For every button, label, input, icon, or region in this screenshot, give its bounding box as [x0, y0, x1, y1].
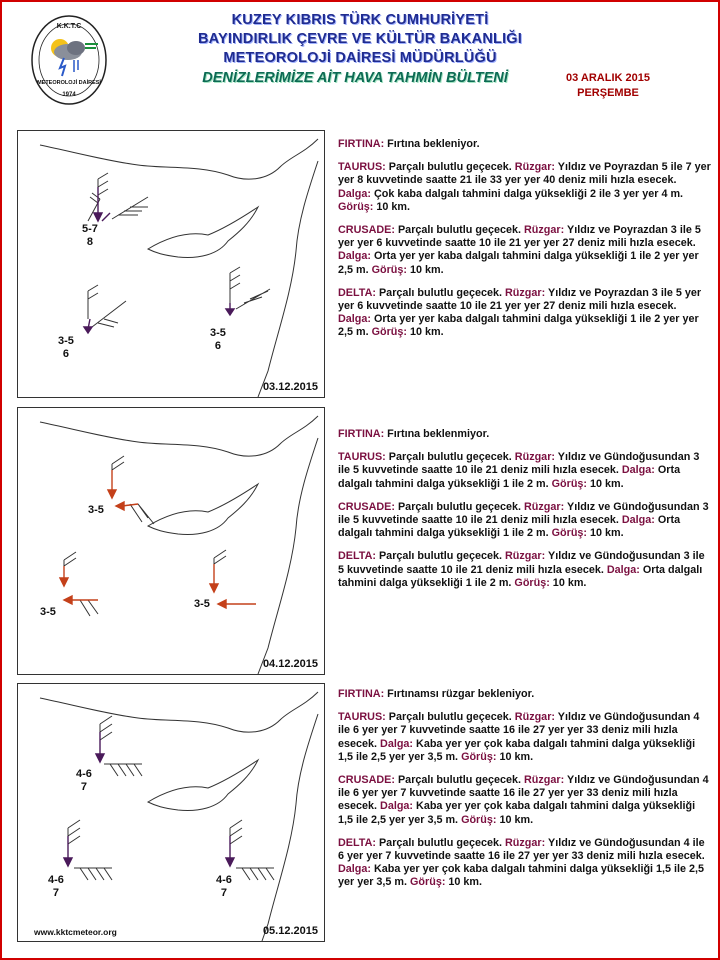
cloud-text: Parçalı bulutlu geçecek. — [385, 451, 515, 464]
wave-label: Dalga: — [338, 187, 371, 200]
wind-text: Yıldız ve Poyrazdan 3 ile 5 yer yer 6 kuvvetinde saatte 10 ile 21 yer yer 27 deniz mili hızla esecek. — [338, 224, 701, 250]
wind-label-delta: 4-6 7 — [216, 874, 232, 899]
storm-label: FIRTINA: — [338, 428, 385, 440]
visibility-text: 10 km. — [587, 527, 624, 540]
wind-text: Yıldız ve Gündoğusundan 4 ile 6 yer yer 7 kuvvetinde saatte 16 ile 27 yer yer 33 deniz mili hızla esecek. — [338, 711, 700, 750]
cloud-text: Parçalı bulutlu geçecek. — [394, 224, 524, 237]
wave-text: Çok kaba dalgalı tahmini dalga yüksekliği 2 ile 3 yer yer 4 m. — [371, 187, 684, 200]
bulletin-weekday: PERŞEMBE — [577, 87, 639, 99]
wind-label: Rüzgar: — [505, 836, 546, 849]
forecast-map-day-3 — [17, 683, 325, 942]
map-date: 03.12.2015 — [262, 381, 318, 393]
region-name: CRUSADE: — [338, 500, 395, 513]
wind-label: Rüzgar: — [514, 711, 555, 724]
visibility-text: 10 km. — [587, 477, 624, 490]
wind-label: Rüzgar: — [524, 774, 565, 787]
visibility-text: 10 km. — [496, 813, 534, 826]
bulletin-title: DENİZLERİMİZE AİT HAVA TAHMİN BÜLTENİ — [202, 70, 508, 86]
wave-text: Kaba yer yer çok kaba dalgalı tahmini dalga yüksekliği 1,5 ile 2,5 yer yer 3,5 m. — [338, 800, 696, 826]
wind-label-crusade: 3-5 — [40, 606, 56, 618]
region-name: TAURUS: — [338, 711, 386, 724]
wind-label-delta: 3-5 — [194, 598, 210, 610]
svg-text:K.K.T.C: K.K.T.C — [56, 23, 82, 30]
region-delta — [338, 837, 712, 890]
map-date: 04.12.2015 — [262, 658, 318, 670]
wind-label-taurus: 5-7 8 — [82, 223, 98, 248]
region-taurus — [338, 711, 712, 764]
wind-text: Yıldız ve Poyrazdan 5 ile 7 yer yer 8 kuvvetinde saatte 21 ile 33 yer yer 40 deniz mili hızla esecek. — [338, 161, 711, 187]
storm-line — [338, 428, 712, 441]
wind-label-crusade: 3-5 6 — [58, 335, 74, 360]
cloud-text: Parçalı bulutlu geçecek. — [375, 286, 505, 299]
visibility-text: 10 km. — [407, 263, 444, 276]
svg-text:METEOROLOJİ DAİRESİ: METEOROLOJİ DAİRESİ — [37, 80, 101, 86]
header-line-2: BAYINDIRLIK ÇEVRE VE KÜLTÜR BAKANLIĞI — [198, 31, 522, 47]
region-name: CRUSADE: — [338, 224, 395, 237]
storm-text: Fırtına beklenmiyor. — [384, 428, 490, 440]
visibility-text: 10 km. — [407, 326, 444, 339]
wind-label-delta: 3-5 6 — [210, 327, 226, 352]
wave-label: Dalga: — [338, 313, 371, 326]
storm-label: FIRTINA: — [338, 138, 385, 150]
meteorology-logo — [30, 14, 108, 106]
wave-text: Kaba yer yer çok kaba dalgalı tahmini dalga yüksekliği 1,5 ile 2,5 yer yer 3,5 m. — [338, 863, 705, 889]
visibility-label: Görüş: — [410, 876, 446, 889]
visibility-label: Görüş: — [551, 527, 588, 540]
wave-text: Orta dalgalı tahmini dalga yüksekliği 1 ile 2 m. — [338, 563, 703, 589]
wave-label: Dalga: — [380, 737, 414, 750]
wind-label: Rüzgar: — [524, 500, 565, 513]
region-delta — [338, 287, 712, 340]
wave-text: Orta dalgalı tahmini dalga yüksekliği 1 ile 2 m. — [338, 514, 681, 540]
wave-label: Dalga: — [380, 800, 414, 813]
wind-text: Yıldız ve Poyrazdan 3 ile 5 yer yer 6 kuvvetinde saatte 10 ile 21 yer yer 27 deniz mili hızla esecek. — [338, 286, 702, 313]
region-crusade — [338, 224, 712, 277]
wind-text: Yıldız ve Gündoğusundan 3 ile 5 kuvvetinde saatte 10 ile 21 deniz mili hızla esecek. — [338, 451, 700, 477]
visibility-text: 10 km. — [496, 750, 534, 763]
region-name: CRUSADE: — [338, 774, 395, 787]
storm-text: Fırtınamsı rüzgar bekleniyor. — [384, 688, 535, 700]
wave-text: Orta dalgalı tahmini dalga yüksekliği 1 ile 2 m. — [338, 464, 681, 490]
visibility-label: Görüş: — [371, 326, 407, 339]
forecast-text-day-2 — [338, 428, 712, 600]
visibility-label: Görüş: — [551, 477, 588, 490]
wind-text: Yıldız ve Gündoğusundan 3 ile 5 kuvvetinde saatte 10 ile 21 deniz mili hızla esecek. — [338, 500, 709, 527]
wave-label: Dalga: — [621, 514, 655, 527]
wind-label: Rüzgar: — [524, 224, 565, 237]
wave-label: Dalga: — [606, 563, 640, 576]
forecast-map-day-1 — [17, 130, 325, 398]
region-delta — [338, 550, 712, 590]
header-line-3: METEOROLOJİ DAİRESİ MÜDÜRLÜĞÜ — [223, 50, 497, 66]
cloud-text: Parçalı bulutlu geçecek. — [375, 836, 505, 849]
website-link[interactable]: www.kktcmeteor.org — [34, 927, 117, 937]
cloud-text: Parçalı bulutlu geçecek. — [385, 711, 515, 724]
region-name: TAURUS: — [338, 161, 386, 174]
wind-text: Yıldız ve Gündoğusundan 4 ile 6 yer yer 7 kuvvetinde saatte 16 ile 27 yer yer 33 deniz mili hızla esecek. — [338, 836, 705, 863]
region-taurus — [338, 451, 712, 491]
visibility-text: 10 km. — [373, 200, 411, 213]
region-name: DELTA: — [338, 286, 376, 299]
wind-label: Rüzgar: — [505, 286, 546, 299]
region-crusade — [338, 774, 712, 827]
visibility-label: Görüş: — [514, 576, 550, 589]
region-name: TAURUS: — [338, 451, 386, 464]
visibility-label: Görüş: — [371, 263, 407, 276]
wind-text: Yıldız ve Gündoğusundan 3 ile 5 kuvvetinde saatte 10 ile 21 deniz mili hızla esecek. — [338, 550, 705, 576]
wind-label-taurus: 4-6 7 — [76, 768, 92, 793]
wind-label: Rüzgar: — [514, 451, 555, 464]
wave-label: Dalga: — [338, 863, 371, 876]
storm-text: Fırtına bekleniyor. — [384, 138, 480, 150]
wind-label: Rüzgar: — [505, 550, 546, 563]
wind-label-taurus: 3-5 — [88, 504, 104, 516]
visibility-text: 10 km. — [549, 576, 587, 589]
wind-label-crusade: 4-6 7 — [48, 874, 64, 899]
cloud-text: Parçalı bulutlu geçecek. — [385, 161, 515, 174]
forecast-map-day-2 — [17, 407, 325, 675]
visibility-label: Görüş: — [338, 200, 374, 213]
cloud-text: Parçalı bulutlu geçecek. — [394, 500, 524, 513]
region-taurus — [338, 161, 712, 214]
region-crusade — [338, 501, 712, 541]
wave-text: Orta yer yer kaba dalgalı tahmini dalga yüksekliği 1 ile 2 yer yer 2,5 m. — [338, 313, 699, 339]
wind-label: Rüzgar: — [514, 161, 555, 174]
forecast-text-day-3 — [338, 688, 712, 900]
header-line-1: KUZEY KIBRIS TÜRK CUMHURİYETİ — [231, 12, 489, 28]
forecast-text-day-1 — [338, 138, 712, 350]
visibility-label: Görüş: — [461, 750, 497, 763]
map-date: 05.12.2015 — [262, 925, 318, 937]
wave-text: Kaba yer yer çok kaba dalgalı tahmini dalga yüksekliği 1,5 ile 2,5 yer yer 3,5 m. — [338, 737, 696, 763]
svg-text:1974: 1974 — [62, 92, 76, 98]
wave-text: Orta yer yer kaba dalgalı tahmini dalga yüksekliği 1 ile 2 yer yer 2,5 m. — [338, 250, 699, 276]
storm-label: FIRTINA: — [338, 688, 385, 700]
cloud-text: Parçalı bulutlu geçecek. — [375, 550, 505, 563]
region-name: DELTA: — [338, 550, 376, 563]
visibility-label: Görüş: — [461, 813, 497, 826]
wave-label: Dalga: — [621, 464, 655, 477]
storm-line — [338, 138, 712, 151]
coastline-map — [18, 408, 324, 674]
bulletin-date: 03 ARALIK 2015 — [566, 72, 650, 84]
coastline-map — [18, 684, 324, 941]
region-name: DELTA: — [338, 836, 376, 849]
wave-label: Dalga: — [338, 250, 371, 263]
wind-text: Yıldız ve Gündoğusundan 4 ile 6 yer yer 7 kuvvetinde saatte 16 ile 27 yer yer 33 deniz mili hızla esecek. — [338, 774, 709, 813]
storm-line — [338, 688, 712, 701]
cloud-text: Parçalı bulutlu geçecek. — [394, 774, 524, 787]
visibility-text: 10 km. — [445, 876, 483, 889]
